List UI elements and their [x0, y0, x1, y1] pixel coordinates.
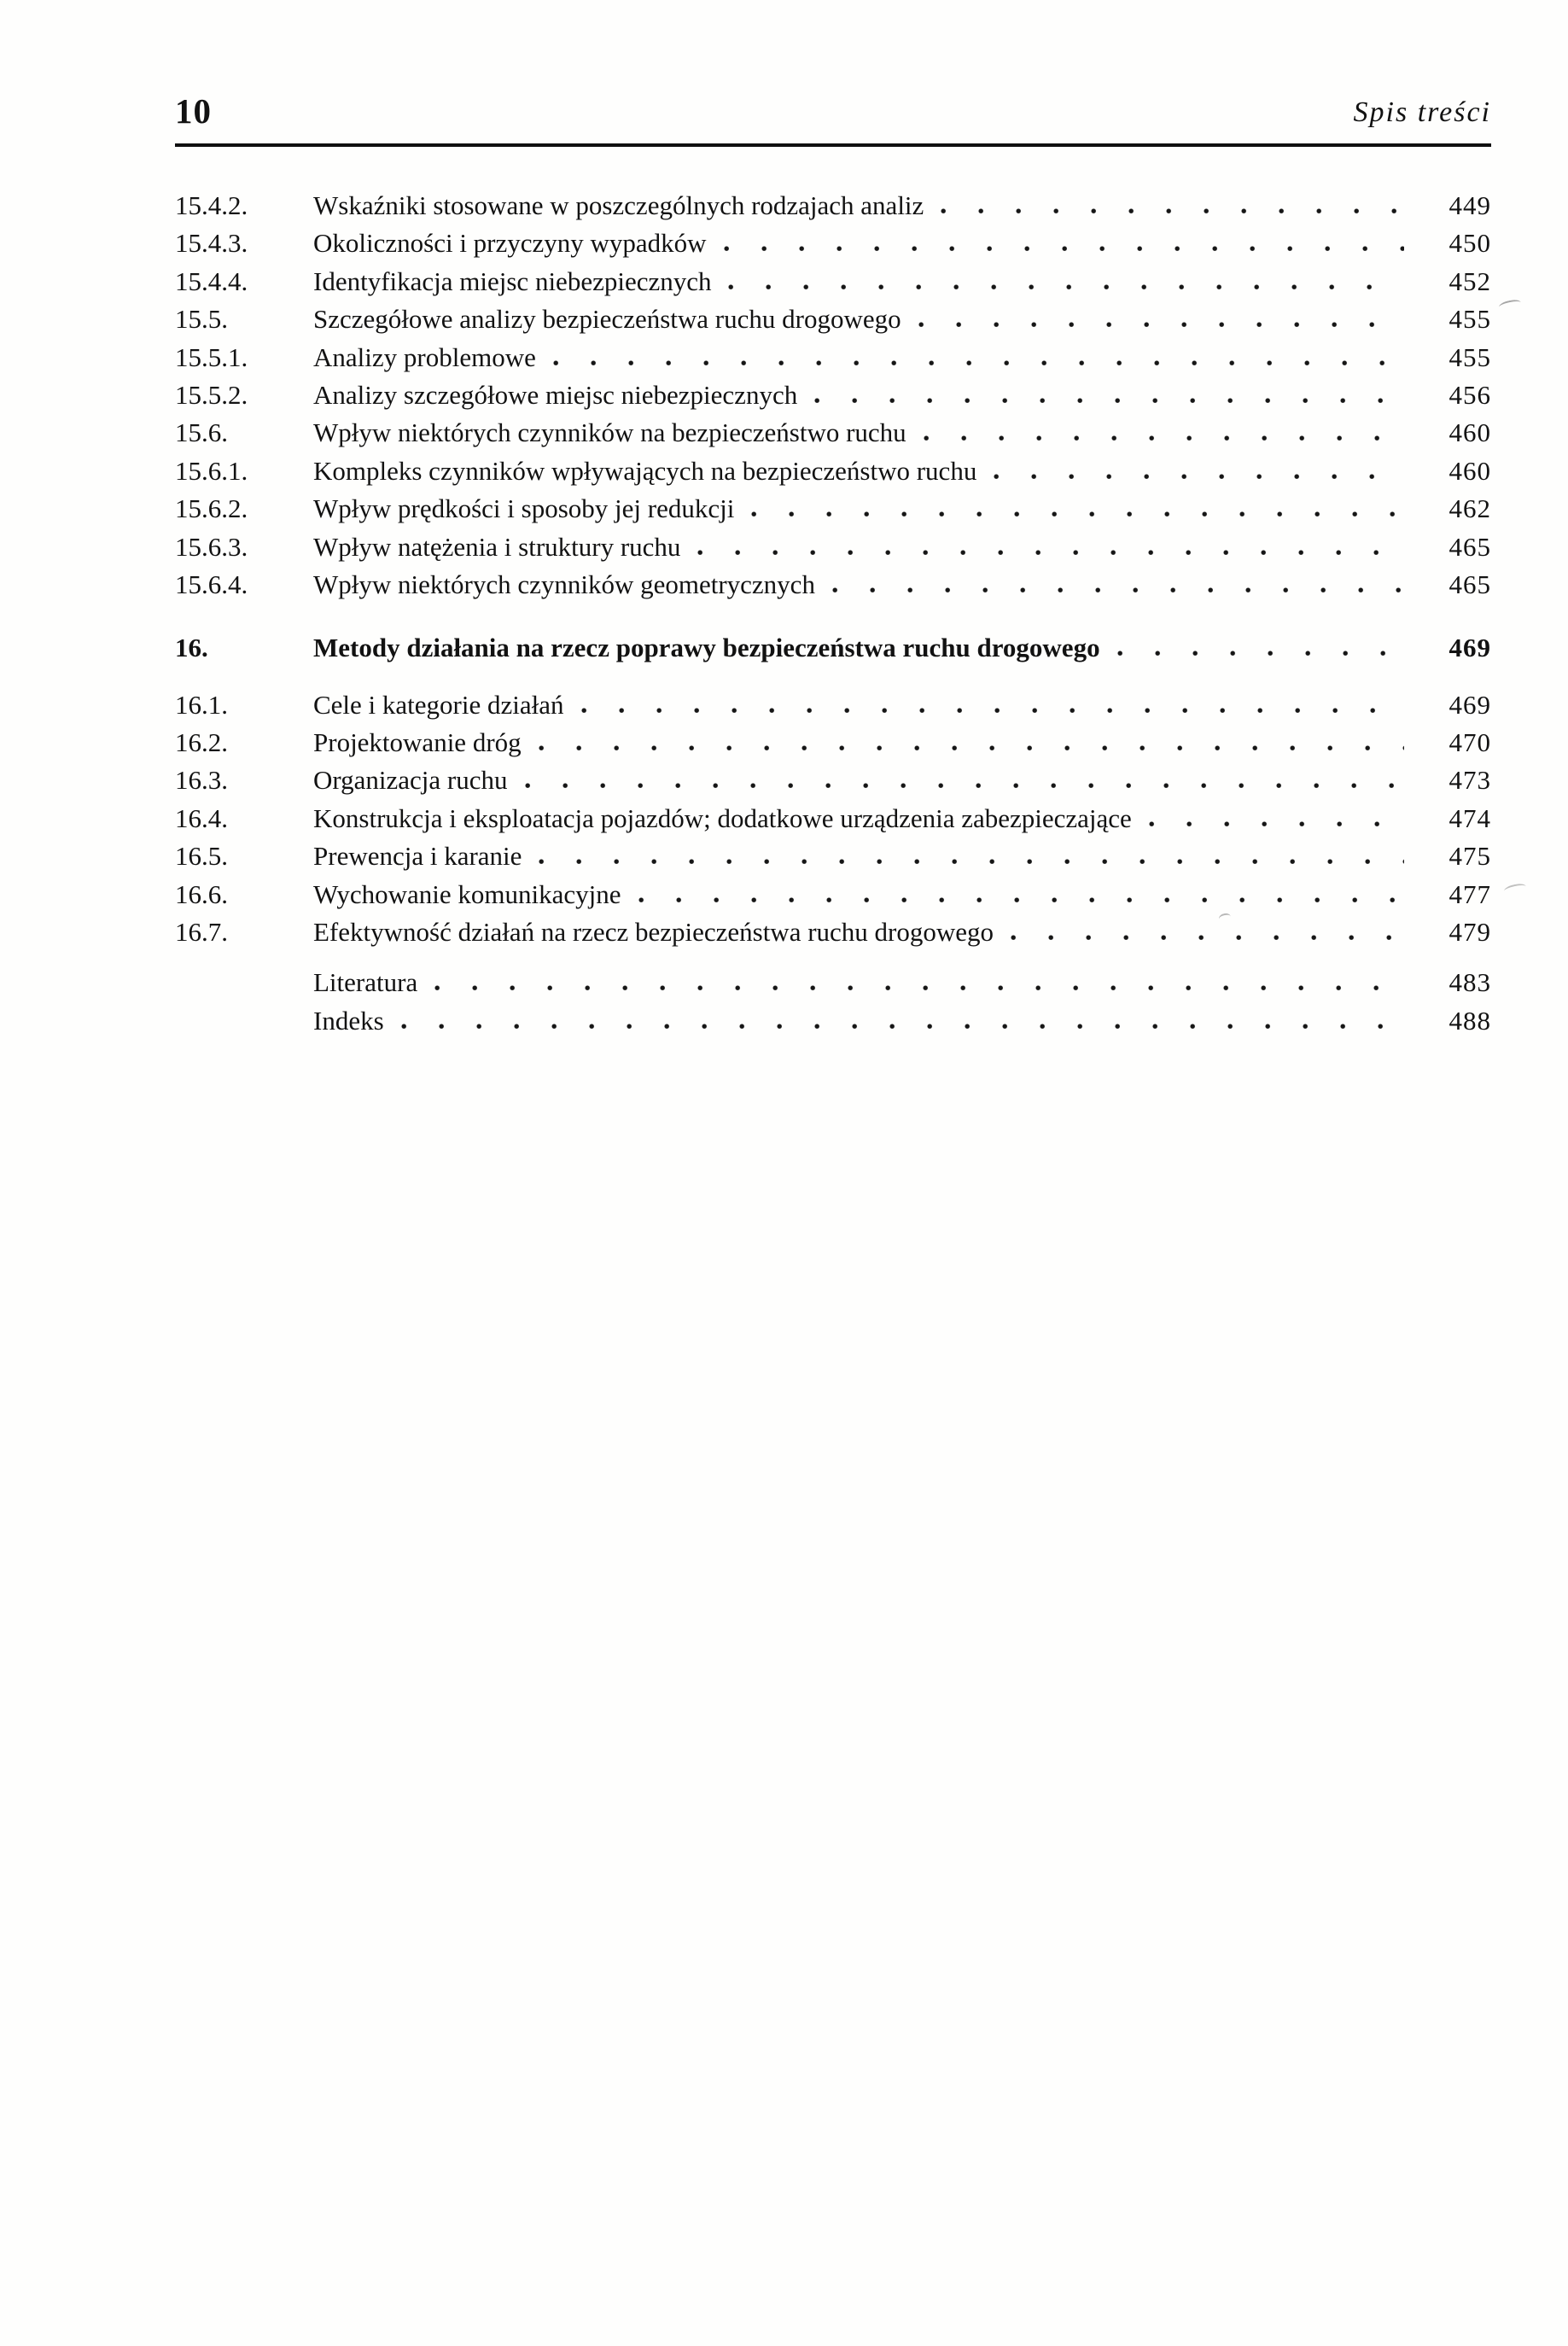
toc-entry-page: 469 — [1449, 689, 1491, 720]
dot-leader — [539, 745, 1404, 751]
toc-entry-title: Metody działania na rzecz poprawy bezpieczeństwa ruchu drogowego — [313, 633, 1100, 663]
toc-entry-title: Wskaźniki stosowane w poszczególnych rodzajach analiz — [313, 190, 924, 220]
dot-leader — [924, 435, 1404, 441]
toc-entry-page: 452 — [1449, 266, 1491, 296]
toc-entry — [175, 490, 1491, 528]
toc-entry-page: 473 — [1449, 765, 1491, 796]
toc-entry — [175, 800, 1491, 837]
toc-entry — [175, 762, 1491, 799]
dot-leader — [401, 1024, 1404, 1030]
toc-entry — [175, 452, 1491, 490]
toc-entry-title: Indeks — [313, 1005, 384, 1036]
dot-leader — [697, 550, 1404, 556]
toc-entry-page: 450 — [1449, 228, 1491, 259]
scan-artifact — [1503, 882, 1527, 895]
toc-entry — [175, 913, 1491, 951]
toc-entry-number: 15.6. — [175, 417, 228, 448]
toc-entry-page: 462 — [1449, 493, 1491, 524]
dot-leader — [525, 783, 1404, 789]
toc-entry-page: 455 — [1449, 304, 1491, 335]
dot-leader — [581, 708, 1404, 714]
toc-entry-page: 460 — [1449, 417, 1491, 448]
toc-entry — [175, 566, 1491, 604]
scan-artifact — [1498, 298, 1522, 311]
toc-entry-page: 475 — [1449, 841, 1491, 872]
toc-entry — [175, 964, 1491, 1001]
toc-entry-title: Szczegółowe analizy bezpieczeństwa ruchu drogowego — [313, 304, 901, 335]
toc-entry-title: Okoliczności i przyczyny wypadków — [313, 228, 707, 259]
toc-entry-title: Analizy szczegółowe miejsc niebezpiecznych — [313, 379, 798, 410]
dot-leader — [434, 985, 1404, 991]
toc-entry-title: Identyfikacja miejsc niebezpiecznych — [313, 266, 712, 296]
toc-entry — [175, 339, 1491, 376]
toc-entry-number: 16. — [175, 633, 208, 663]
running-header — [175, 90, 1491, 131]
dot-leader — [751, 511, 1404, 517]
toc-entry — [175, 876, 1491, 913]
toc-entry-title: Efektywność działań na rzecz bezpieczeństwa ruchu drogowego — [313, 917, 994, 948]
toc-entry-number: 15.6.4. — [175, 569, 248, 599]
toc-entry-number: 15.6.3. — [175, 531, 248, 562]
dot-leader — [814, 398, 1404, 404]
toc-entry-title: Wpływ prędkości i sposoby jej redukcji — [313, 493, 735, 524]
toc-entry-title: Cele i kategorie działań — [313, 689, 564, 720]
toc-entry-number: 16.2. — [175, 727, 228, 758]
toc-entry-page: 465 — [1449, 569, 1491, 599]
toc-entry — [175, 301, 1491, 338]
toc-entry-title: Organizacja ruchu — [313, 765, 508, 796]
toc-entry-number: 15.5.1. — [175, 341, 248, 372]
toc-entry — [175, 629, 1491, 667]
toc-entry-title: Literatura — [313, 967, 418, 998]
toc-entry-page: 449 — [1449, 190, 1491, 220]
toc-entry-number: 15.4.2. — [175, 190, 248, 220]
toc-entry-page: 479 — [1449, 917, 1491, 948]
dot-leader — [1011, 935, 1404, 941]
toc-entry-page: 483 — [1449, 967, 1491, 998]
toc-entry-number: 16.1. — [175, 689, 228, 720]
running-header-title: Spis treści — [1353, 96, 1491, 128]
toc-entry — [175, 414, 1491, 452]
toc-entry-number: 15.4.3. — [175, 228, 248, 259]
toc-entry-page: 488 — [1449, 1005, 1491, 1036]
dot-leader — [1149, 821, 1404, 827]
toc-entry — [175, 187, 1491, 225]
toc-entry-title: Analizy problemowe — [313, 341, 536, 372]
toc-entry-number: 16.3. — [175, 765, 228, 796]
toc-entry-number: 15.5.2. — [175, 379, 248, 410]
dot-leader — [941, 208, 1404, 214]
toc-entry-page: 455 — [1449, 341, 1491, 372]
header-rule — [175, 143, 1491, 147]
toc-entry — [175, 376, 1491, 414]
dot-leader — [918, 322, 1404, 328]
toc-entry-page: 474 — [1449, 802, 1491, 833]
dot-leader — [539, 859, 1404, 865]
toc-entry-number: 16.5. — [175, 841, 228, 872]
toc-entry-number: 16.7. — [175, 917, 228, 948]
dot-leader — [994, 474, 1404, 480]
toc-entry-number: 15.5. — [175, 304, 228, 335]
toc-entry-title: Projektowanie dróg — [313, 727, 522, 758]
dot-leader — [638, 897, 1404, 903]
toc-entry-page: 477 — [1449, 878, 1491, 909]
toc-entry-page: 469 — [1449, 633, 1491, 663]
toc-entry — [175, 837, 1491, 875]
toc-entry-number: 16.6. — [175, 878, 228, 909]
toc-entry-title: Wpływ natężenia i struktury ruchu — [313, 531, 681, 562]
toc-entry-title: Wychowanie komunikacyjne — [313, 878, 621, 909]
toc-entry-number: 15.6.2. — [175, 493, 248, 524]
toc-entry-number: 15.4.4. — [175, 266, 248, 296]
toc-entry — [175, 724, 1491, 762]
dot-leader — [724, 246, 1404, 252]
toc-list — [175, 187, 1491, 1040]
toc-entry-title: Wpływ niektórych czynników geometrycznych — [313, 569, 815, 599]
toc-entry-page: 460 — [1449, 455, 1491, 486]
toc-entry-page: 456 — [1449, 379, 1491, 410]
toc-entry — [175, 686, 1491, 724]
toc-entry — [175, 528, 1491, 566]
page-number: 10 — [175, 91, 212, 131]
toc-entry-title: Konstrukcja i eksploatacja pojazdów; dodatkowe urządzenia zabezpieczające — [313, 802, 1132, 833]
toc-entry — [175, 1002, 1491, 1040]
dot-leader — [553, 360, 1404, 366]
toc-entry-number: 16.4. — [175, 802, 228, 833]
dot-leader — [728, 284, 1404, 290]
dot-leader — [832, 587, 1404, 593]
toc-entry — [175, 263, 1491, 301]
toc-entry-page: 465 — [1449, 531, 1491, 562]
dot-leader — [1117, 651, 1404, 657]
toc-entry-title: Kompleks czynników wpływających na bezpieczeństwo ruchu — [313, 455, 977, 486]
toc-entry-title: Prewencja i karanie — [313, 841, 522, 872]
toc-entry — [175, 225, 1491, 262]
toc-entry-page: 470 — [1449, 727, 1491, 758]
toc-entry-title: Wpływ niektórych czynników na bezpieczeństwo ruchu — [313, 417, 906, 448]
toc-entry-number: 15.6.1. — [175, 455, 248, 486]
